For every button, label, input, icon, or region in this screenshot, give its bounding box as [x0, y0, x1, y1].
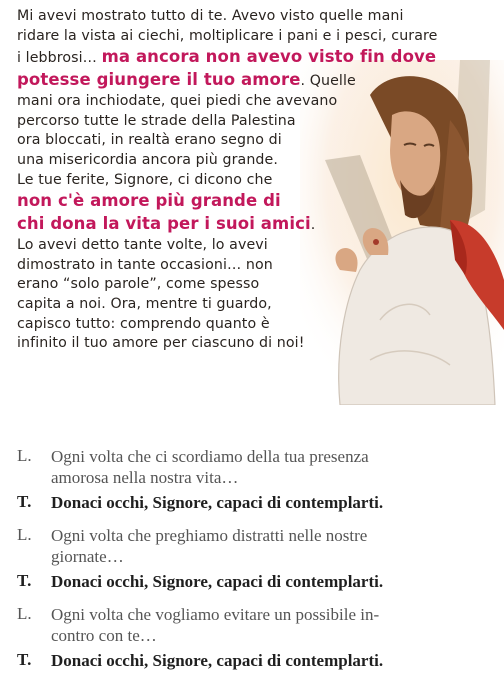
response-line	[17, 650, 487, 671]
leader-line	[17, 525, 487, 567]
response-tag: T.	[17, 650, 32, 669]
leader-text-line: giornate…	[51, 547, 124, 566]
text-line: una misericordia ancora più grande.	[17, 151, 278, 168]
text-line: mani ora inchiodate, quei piedi che avevano	[17, 93, 338, 110]
leader-text-line: Ogni volta che ci scordiamo della tua presenza	[51, 447, 369, 466]
highlight-text: non c'è amore più grande di	[17, 191, 281, 211]
leader-text	[51, 525, 367, 567]
text-line: erano “solo parole”, come spesso	[17, 276, 260, 293]
text-line: percorso tutte le strade della Palestina	[17, 112, 296, 129]
text-line: infinito il tuo amore per ciascuno di noi!	[17, 335, 305, 352]
highlight-text: ma ancora non avevo visto fin dove	[101, 47, 437, 67]
litany	[17, 446, 487, 671]
text-fragment: i lebbrosi…	[17, 50, 102, 67]
meditation-text	[17, 7, 438, 354]
leader-tag: L.	[17, 446, 32, 465]
text-line: Mi avevi mostrato tutto di te. Avevo visto quelle mani	[17, 8, 404, 24]
leader-line	[17, 604, 487, 646]
leader-line	[17, 446, 487, 488]
text-line: dimostrato in tante occasioni… non	[17, 256, 273, 273]
text-line: Lo avevi detto tante volte, lo avevi	[17, 237, 268, 254]
leader-tag: L.	[17, 604, 32, 623]
leader-tag: L.	[17, 525, 32, 544]
response-tag: T.	[17, 571, 32, 590]
leader-text	[51, 446, 369, 488]
text-line: capita a noi. Ora, mentre ti guardo,	[17, 295, 272, 312]
text-line	[17, 46, 437, 69]
response-text: Donaci occhi, Signore, capaci di contemplarti.	[51, 651, 384, 670]
response-line	[17, 492, 487, 513]
leader-text-line: contro con te…	[51, 626, 157, 645]
highlight-text: potesse giungere il tuo amore	[17, 70, 301, 90]
text-line	[17, 213, 357, 236]
leader-text	[51, 604, 379, 646]
highlight-text: chi dona la vita per i suoi amici	[17, 214, 311, 234]
response-line	[17, 571, 487, 592]
response-text: Donaci occhi, Signore, capaci di contemplarti.	[51, 493, 384, 512]
text-line: Le tue ferite, Signore, ci dicono che	[17, 171, 273, 188]
text-line	[17, 69, 357, 92]
text-line: ridare la vista ai ciechi, moltiplicare i pani e i pesci, curare	[17, 27, 438, 44]
leader-text-line: Ogni volta che vogliamo evitare un possibile in-	[51, 605, 380, 624]
leader-text-line: amorosa nella nostra vita…	[51, 468, 239, 487]
response-text: Donaci occhi, Signore, capaci di contemplarti.	[51, 572, 384, 591]
leader-text-line: Ogni volta che preghiamo distratti nelle nostre	[51, 526, 368, 545]
text-line	[17, 190, 357, 213]
text-line: ora bloccati, in realtà erano segno di	[17, 132, 282, 149]
text-fragment: .	[310, 217, 316, 234]
text-fragment: . Quelle	[300, 73, 356, 90]
response-tag: T.	[17, 492, 32, 511]
text-line: capisco tutto: comprendo quanto è	[17, 315, 270, 332]
